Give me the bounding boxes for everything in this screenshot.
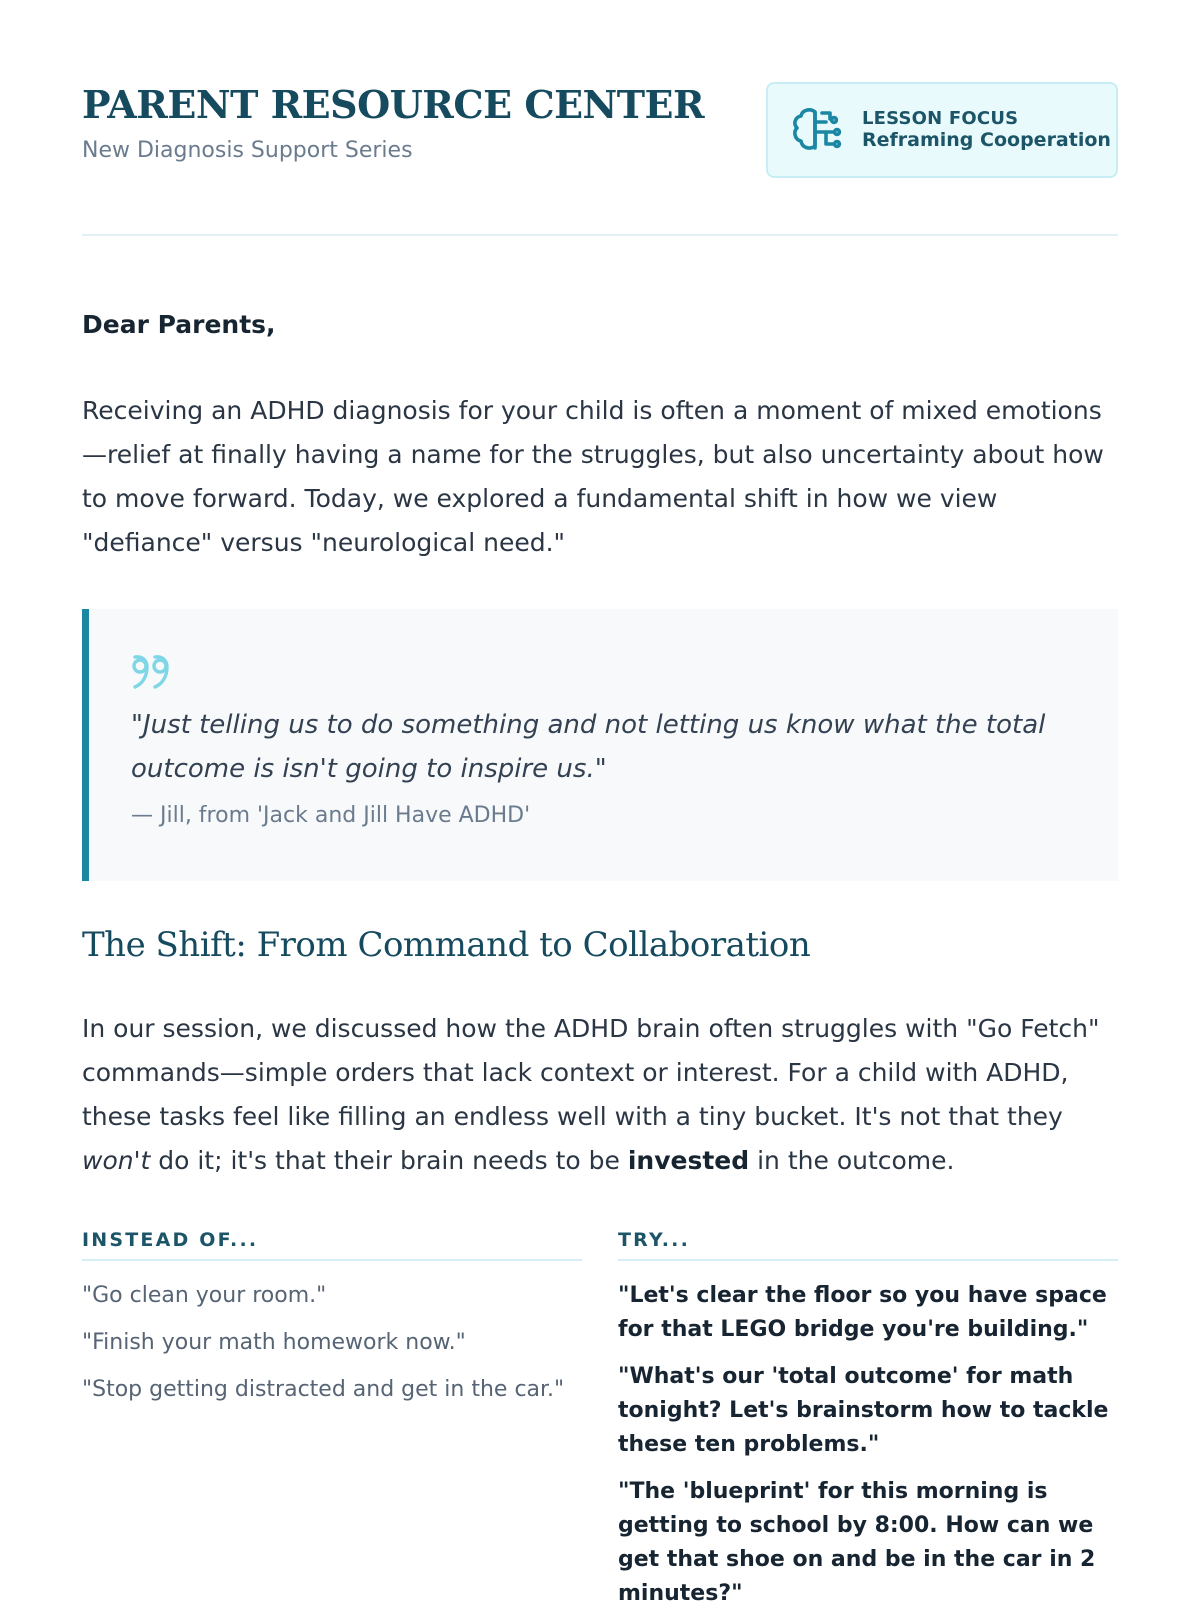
- lesson-focus-badge: [766, 82, 1118, 178]
- try-heading: TRY...: [618, 1229, 1118, 1261]
- section-text-3: in the outcome.: [749, 1146, 955, 1175]
- quote-text: "Just telling us to do something and not letting us know what the total outcome is isn't going to inspire us.": [131, 710, 1046, 784]
- try-item: "What's our 'total outcome' for math tonight? Let's brainstorm how to tackle these ten problems.": [618, 1364, 1109, 1457]
- lesson-focus-value: Reframing Cooperation: [862, 129, 1111, 152]
- try-item: "The 'blueprint' for this morning is getting to school by 8:00. How can we get that shoe on and be in the car in 2 minutes?": [618, 1479, 1096, 1606]
- lesson-focus-label: LESSON FOCUS: [862, 107, 1019, 129]
- header: [82, 0, 1118, 236]
- section-paragraph: [82, 1007, 1118, 1183]
- instead-item: "Stop getting distracted and get in the car.": [82, 1377, 565, 1402]
- quote-icon: [131, 653, 173, 691]
- try-item: "Let's clear the floor so you have space for that LEGO bridge you're building.": [618, 1283, 1107, 1342]
- try-column: [618, 1229, 1118, 1624]
- instead-item: "Finish your math homework now.": [82, 1330, 466, 1355]
- page-subtitle: New Diagnosis Support Series: [82, 137, 413, 163]
- letter-greeting: Dear Parents,: [82, 310, 276, 339]
- try-list: [618, 1279, 1118, 1611]
- comparison-columns: [82, 1229, 1118, 1624]
- instead-list: [82, 1279, 582, 1407]
- brand: [82, 84, 704, 163]
- section-heading: The Shift: From Command to Collaboration: [82, 925, 811, 965]
- quote-attribution: — Jill, from 'Jack and Jill Have ADHD': [131, 803, 531, 828]
- section-text-1: In our session, we discussed how the ADHD brain often struggles with "Go Fetch" commands—simple orders that lack context or interest. For a child with ADHD, these tasks feel like filling an endless well with a tiny bucket. It's not that they: [82, 1014, 1100, 1131]
- letter-intro: Receiving an ADHD diagnosis for your child is often a moment of mixed emotions—relief at finally having a name for the struggles, but also uncertainty about how to move forward. Today, we explored a fundamental shift in how we view "defiance" versus "neurological need.": [82, 396, 1104, 557]
- section-strong: invested: [627, 1146, 750, 1175]
- instead-item: "Go clean your room.": [82, 1283, 327, 1308]
- instead-column: [82, 1229, 582, 1624]
- brain-icon: [788, 102, 844, 158]
- lesson-focus-text: [862, 108, 1111, 152]
- page-title: PARENT RESOURCE CENTER: [82, 82, 705, 127]
- section-emphasis: won't: [82, 1146, 151, 1175]
- section-text-2: do it; it's that their brain needs to be: [150, 1146, 628, 1175]
- instead-heading: INSTEAD OF...: [82, 1229, 582, 1261]
- pull-quote: [82, 609, 1118, 881]
